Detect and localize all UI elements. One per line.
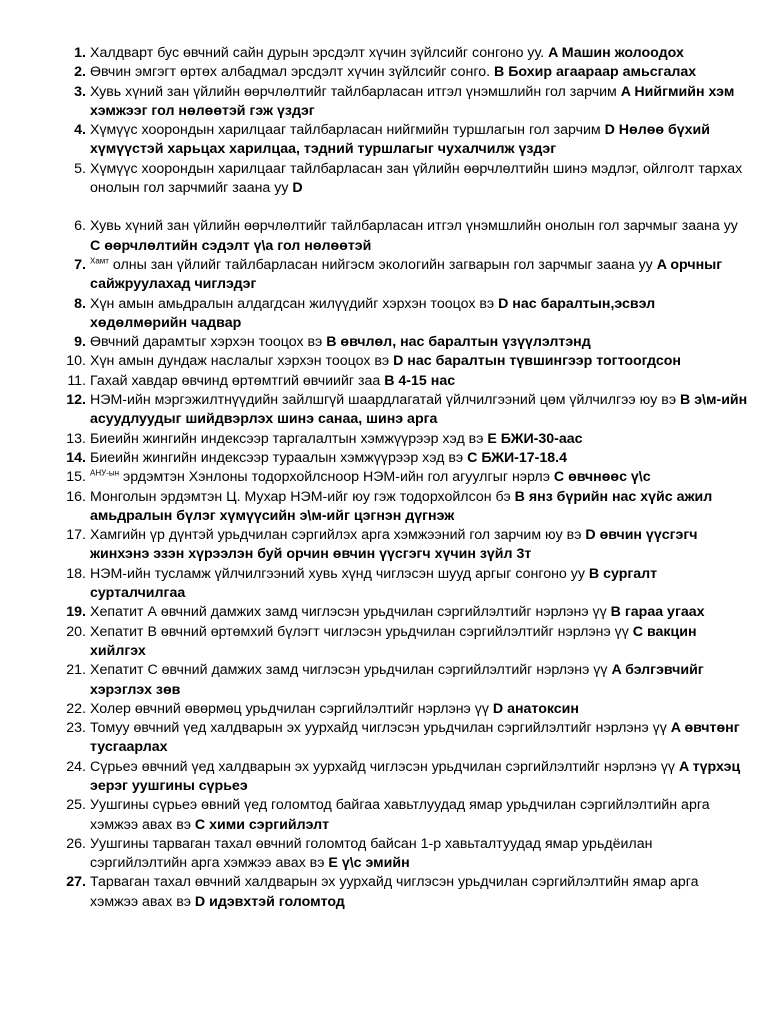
question-number: 1.: [74, 45, 86, 61]
question-number: 16.: [66, 488, 86, 505]
question-number: 12.: [66, 392, 86, 409]
question-number: 18.: [66, 565, 86, 582]
question-item: [64, 217, 748, 256]
question-item: [64, 391, 748, 430]
question-item: [64, 719, 748, 758]
question-answer: D өвчин үүсгэгч жинхэнэ эзэн хүрээлэн буй орчин өвчин үүсгэгч хүчин зүйл 3т: [90, 527, 698, 563]
question-item: [64, 796, 748, 835]
question-text: Хувь хүний зан үйлийн өөрчлөлтийг тайлбарласан итгэл үнэмшлийн онолын гол зарчмыг заана уу: [90, 218, 738, 235]
question-number: 17.: [66, 527, 86, 544]
question-number: 6.: [74, 218, 86, 235]
question-item: [64, 603, 748, 622]
question-answer: A өвчтөнг тусгаарлах: [90, 720, 740, 756]
question-answer: D идэвхтэй голомтод: [194, 893, 345, 910]
question-item: [64, 835, 748, 874]
question-text: Томуу өвчний үед халдварын эх уурхайд чиглэсэн урьдчилан сэргийлэлтийг нэрлэнэ үү: [90, 720, 667, 737]
question-item: [64, 661, 748, 700]
question-answer: B Бохир агаараар амьсгалах: [494, 64, 697, 81]
question-item: [64, 160, 748, 199]
question-text: Хүмүүс хоорондын харилцааг тайлбарласан нийгмийн туршлагын гол зарчим: [90, 122, 601, 139]
question-text: Уушгины тарваган тахал өвчний голомтод байсан 1-р хавьталтуудад ямар урьдёилан сэргийлэлтийн арга хэмжээ авах вэ: [90, 835, 653, 872]
question-number: 26.: [66, 835, 86, 852]
question-list: [64, 44, 748, 912]
question-item: [64, 63, 748, 82]
question-number: 15.: [66, 469, 86, 486]
question-number: 5.: [74, 160, 86, 177]
question-text: НЭМ-ийн мэргэжилтнүүдийн зайлшгүй шаардлагатай үйлчилгээний цөм үйлчилгээ юу вэ: [90, 392, 677, 409]
question-text: НЭМ-ийн тусламж үйлчилгээний хувь хүнд чиглэсэн шууд аргыг сонгоно уу: [90, 565, 585, 582]
question-item: [64, 430, 748, 449]
question-number: 9.: [74, 334, 86, 351]
question-number: 4.: [74, 122, 86, 139]
question-number: 23.: [66, 720, 86, 737]
question-item: [64, 758, 748, 797]
question-superscript: АНУ-ын: [90, 468, 120, 478]
question-text: Хепатит С өвчний дамжих замд чиглэсэн урьдчилан сэргийлэлтийг нэрлэнэ үү: [90, 662, 608, 679]
question-number: 20.: [66, 623, 86, 640]
question-item: [64, 256, 748, 295]
question-answer: D анатоксин: [492, 700, 579, 717]
question-text: Хамгийн үр дүнтэй урьдчилан сэргийлэх арга хэмжээний гол зарчим юу вэ: [90, 527, 582, 544]
question-text: Гахай хавдар өвчинд өртөмтгий өвчиийг заа: [90, 372, 381, 389]
question-number: 19.: [66, 604, 86, 621]
question-item: [64, 449, 748, 468]
question-item: [64, 873, 748, 912]
question-answer: C өвчнөөс ү\с: [553, 469, 651, 486]
question-item: [64, 352, 748, 371]
question-answer: A Нийгмийн хэм хэмжээг гол нөлөөтэй гэж үздэг: [90, 83, 735, 119]
question-answer: D Нөлөө бүхий хүмүүстэй харьцах харилцаа, тэдний туршлагыг чухалчилж үздэг: [90, 122, 710, 158]
question-answer: A Машин жолоодох: [548, 45, 684, 61]
question-text: Хепатит А өвчний дамжих замд чиглэсэн урьдчилан сэргийлэлтийг нэрлэнэ үү: [90, 604, 607, 621]
question-item: [64, 121, 748, 160]
question-answer: E БЖИ-30-аас: [487, 430, 583, 447]
question-number: 3.: [74, 83, 86, 100]
question-answer: B 4-15 нас: [384, 372, 456, 389]
question-text: Монголын эрдэмтэн Ц. Мухар НЭМ-ийг юу гэж тодорхойлсон бэ: [90, 488, 511, 505]
question-answer: A түрхэц эерэг уушгины сүрьеэ: [90, 758, 741, 794]
question-item: [64, 83, 748, 122]
question-text: Холер өвчний өвөрмөц урьдчилан сэргийлэлтийг нэрлэнэ үү: [90, 700, 489, 717]
question-item: [64, 333, 748, 352]
question-answer: B сургалт сурталчилгаа: [90, 565, 658, 602]
question-answer: D нас баралтын,эсвэл хөдөлмөрийн чадвар: [90, 295, 656, 331]
question-text: Өвчний дарамтыг хэрхэн тооцох вэ: [90, 334, 323, 351]
question-number: 14.: [66, 449, 86, 466]
question-number: 25.: [66, 797, 86, 814]
question-item: [64, 372, 748, 391]
question-answer: C хими сэргийлэлт: [194, 816, 330, 833]
question-answer: D: [292, 180, 303, 197]
question-number: 11.: [67, 372, 86, 389]
question-answer: B янз бүрийн нас хүйс ажил амьдралын бүлэг хүмүүсийн э\м-ийг цэгнэн дүгнэж: [90, 488, 713, 524]
question-item: [64, 468, 748, 487]
question-item: [64, 295, 748, 334]
question-answer: B өвчлөл, нас баралтын үзүүлэлтэнд: [326, 334, 591, 351]
question-item: [64, 623, 748, 662]
question-number: 7.: [74, 256, 86, 273]
question-text: Өвчин эмгэгт өртөх албадмал эрсдэлт хүчин зүйлсийг сонго.: [90, 64, 491, 81]
question-number: 10.: [66, 353, 86, 370]
question-text: олны зан үйлийг тайлбарласан нийгэсм экологийн загварын гол зарчмыг заана уу: [112, 256, 653, 273]
question-number: 27.: [66, 874, 86, 891]
question-text: Хүмүүс хоорондын харилцааг тайлбарласан зан үйлийн өөрчлөлтийн шинэ мэдлэг, ойлголт тархах онолын гол зарчмийг заана уу: [90, 160, 743, 197]
question-number: 24.: [66, 758, 86, 775]
question-text: Тарваган тахал өвчний халдварын эх уурхайд чиглэсэн урьдчилан сэргийлэлтийн ямар арга хэмжээ авах вэ: [90, 874, 699, 910]
question-text: Хепатит В өвчний өртөмхий бүлэгт чиглэсэн урьдчилан сэргийлэлтийг нэрлэнэ үү: [90, 623, 629, 640]
question-text: эрдэмтэн Хэнлоны тодорхойлсноор НЭМ-ийн гол агуулгыг нэрлэ: [122, 469, 550, 486]
question-answer: C өөрчлөлтийн сэдэлт ү\а гол нөлөөтэй: [90, 237, 372, 254]
question-text: Хүн амын амьдралын алдагдсан жилүүдийг хэрхэн тооцох вэ: [90, 295, 495, 312]
question-answer: A орчныг сайжруулахад чиглэдэг: [90, 256, 723, 293]
question-item: [64, 44, 748, 63]
question-text: Халдварт бус өвчний сайн дурын эрсдэлт хүчин зүйлсийг сонгоно уу.: [90, 45, 545, 61]
question-item: [64, 488, 748, 527]
question-answer: D нас баралтын түвшингээр тогтоогдсон: [393, 353, 681, 370]
question-number: 22.: [66, 700, 86, 717]
question-text: Уушгины сүрьеэ өвний үед голомтод байгаа хавьтлуудад ямар урьдчилан сэргийлэлтийн арга хэмжээ авах вэ: [90, 797, 710, 833]
question-item: [64, 526, 748, 565]
question-text: Биеийн жингийн индексээр тураалын хэмжүүрээр хэд вэ: [90, 449, 464, 466]
question-answer: B гараа угаах: [610, 604, 705, 621]
question-number: 8.: [74, 295, 86, 312]
question-text: Биеийн жингийн индексээр таргалалтын хэмжүүрээр хэд вэ: [90, 430, 484, 447]
question-number: 13.: [66, 430, 86, 447]
question-item: [64, 565, 748, 604]
question-answer: C БЖИ-17-18.4: [467, 449, 568, 466]
question-text: Хувь хүний зан үйлийн өөрчлөлтийг тайлбарласан итгэл үнэмшлийн гол зарчим: [90, 83, 617, 100]
question-text: Хүн амын дундаж наслалыг хэрхэн тооцох вэ: [90, 353, 390, 370]
question-number: 2.: [74, 64, 86, 81]
question-answer: E ү\с эмийн: [328, 855, 410, 872]
question-answer: A бэлгэвчийг хэрэглэх зөв: [90, 662, 704, 698]
question-answer: C вакцин хийлгэх: [90, 623, 697, 659]
question-item: [64, 700, 748, 719]
question-answer: B э\м-ийн асуудлуудыг шийдвэрлэх шинэ санаа, шинэ арга: [90, 392, 748, 428]
question-superscript: Хамт: [90, 256, 109, 266]
question-text: Сүрьеэ өвчний үед халдварын эх уурхайд чиглэсэн урьдчилан сэргийлэлтийг нэрлэнэ үү: [90, 758, 676, 775]
question-number: 21.: [66, 662, 86, 679]
